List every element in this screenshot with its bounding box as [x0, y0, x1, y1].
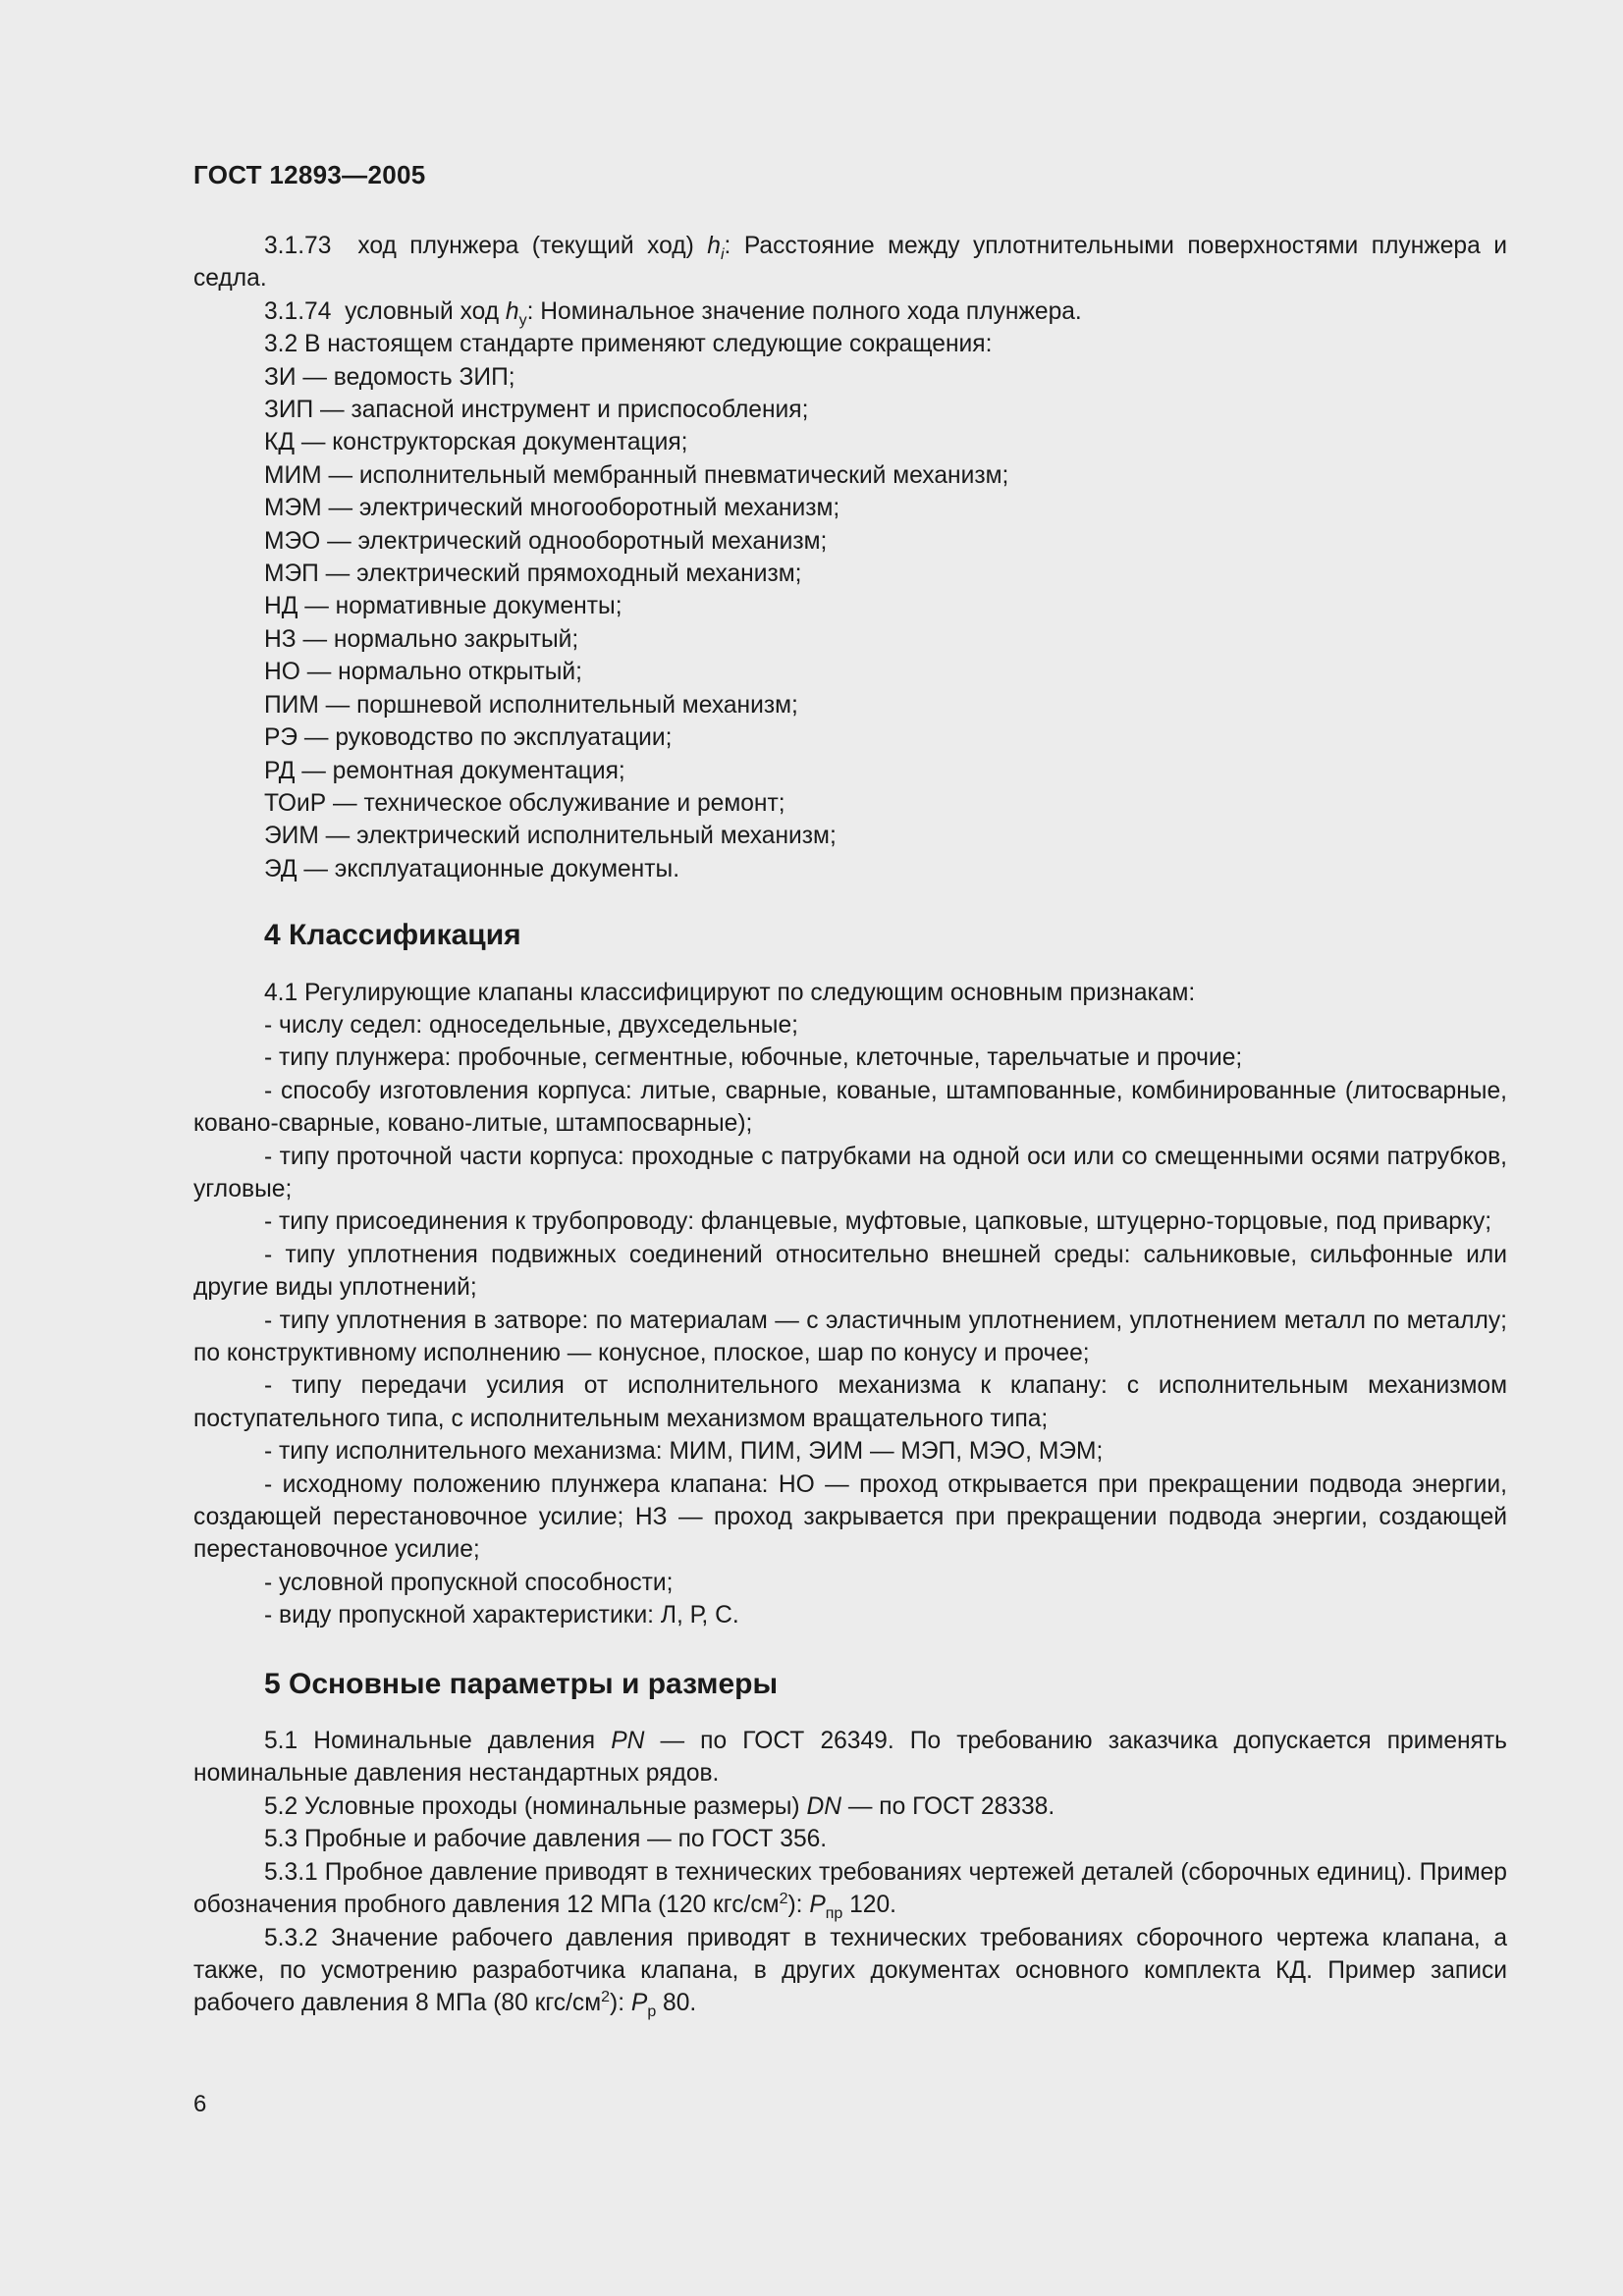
abbreviation-item: ЗИП — запасной инструмент и приспособления;	[264, 397, 809, 424]
section-5-heading: 5 Основные параметры и размеры	[264, 1667, 779, 1700]
section-4-heading: 4 Классификация	[264, 919, 521, 952]
paragraph-3-1-73: 3.1.73 ход плунжера (текущий ход) $h_i$: Расстояние между уплотнительными поверхностями плунжера и седла.	[193, 233, 1507, 293]
list-item: - типу уплотнения подвижных соединений относительно внешней среды: сальниковые, сильфонные или другие виды уплотнений;	[193, 1239, 1507, 1305]
paragraph-5-3-2: 5.3.2 Значение рабочего давления приводят в технических требованиях сборочного чертежа клапана, а также, по усмотрению разработчика клапана, в других документах основного комплекта КД. Пример записи рабочего давления 8 МПа (80 кгс/$см^2$): $P_р$ 80.	[193, 1924, 1507, 2021]
paragraph-4-1: 4.1 Регулирующие клапаны классифицируют по следующим основным признакам:	[264, 979, 1196, 1006]
list-item: - условной пропускной способности;	[193, 1567, 1507, 1599]
paragraph-3-1-74: 3.1.74 условный ход $h_у$: Номинальное значение полного хода плунжера.	[264, 297, 1082, 329]
list-item: - типу присоединения к трубопроводу: фланцевые, муфтовые, цапковые, штуцерно-торцовые, под приварку;	[193, 1205, 1507, 1238]
paragraph-5-2: 5.2 Условные проходы (номинальные размеры) DN — по ГОСТ 28338.	[264, 1792, 1055, 1820]
document-header: ГОСТ 12893—2005	[193, 160, 426, 189]
abbreviation-list	[193, 361, 1507, 886]
abbreviation-item: РЭ — руководство по эксплуатации;	[264, 724, 673, 752]
abbreviation-item: ЗИ — ведомость ЗИП;	[264, 363, 515, 391]
paragraph-5-3: 5.3 Пробные и рабочие давления — по ГОСТ 356.	[264, 1826, 828, 1853]
abbreviation-item: ПИМ — поршневой исполнительный механизм;	[264, 691, 798, 719]
list-item: - типу исполнительного механизма: МИМ, ПИМ, ЭИМ — МЭП, МЭО, МЭМ;	[193, 1435, 1507, 1468]
classification-list	[193, 1009, 1507, 1632]
paragraph-5-1: 5.1 Номинальные давления PN — по ГОСТ 26349. По требованию заказчика допускается применять номинальные давления нестандартных рядов.	[193, 1728, 1507, 1788]
abbreviation-item: МЭП — электрический прямоходный механизм;	[264, 561, 802, 588]
list-item: - числу седел: односедельные, двухседельные;	[193, 1009, 1507, 1041]
list-item: - типу передачи усилия от исполнительного механизма к клапану: с исполнительным механизмом поступательного типа, с исполнительным механизмом вращательного типа;	[193, 1369, 1507, 1435]
abbreviation-item: НД — нормативные документы;	[264, 593, 622, 620]
abbreviation-item: ТОиР — техническое обслуживание и ремонт;	[264, 789, 785, 817]
abbreviation-item: МЭМ — электрический многооборотный механизм;	[264, 495, 840, 522]
document-body	[193, 230, 1507, 2020]
paragraph-5-3-1: 5.3.1 Пробное давление приводят в технических требованиях чертежей деталей (сборочных единиц). Пример обозначения пробного давления 12 МПа (120 кгс/$см^2$): $P_{пр}$ 120.	[193, 1858, 1507, 1922]
list-item: - способу изготовления корпуса: литые, сварные, кованые, штампованные, комбинированные (литосварные, ковано-сварные, ковано-литые, штампосварные);	[193, 1075, 1507, 1141]
abbreviation-item: МЭО — электрический однооборотный механизм;	[264, 527, 828, 555]
page-number: 6	[193, 2091, 207, 2117]
abbreviation-item: НО — нормально открытый;	[264, 659, 582, 686]
list-item: - типу проточной части корпуса: проходные с патрубками на одной оси или со смещенными осями патрубков, угловые;	[193, 1141, 1507, 1206]
abbreviation-item: НЗ — нормально закрытый;	[264, 625, 579, 653]
paragraph-3-2: 3.2 В настоящем стандарте применяют следующие сокращения:	[264, 331, 993, 358]
abbreviation-item: РД — ремонтная документация;	[264, 757, 625, 784]
list-item: - типу плунжера: пробочные, сегментные, юбочные, клеточные, тарельчатые и прочие;	[193, 1041, 1507, 1074]
abbreviation-item: МИМ — исполнительный мембранный пневматический механизм;	[264, 461, 1009, 489]
abbreviation-item: ЭИМ — электрический исполнительный механизм;	[264, 823, 837, 850]
list-item: - исходному положению плунжера клапана: НО — проход открывается при прекращении подвода энергии, создающей перестановочное усилие; НЗ — проход закрывается при прекращении подвода энергии, создающей перестановочное усилие;	[193, 1468, 1507, 1567]
abbreviation-item: ЭД — эксплуатационные документы.	[264, 855, 680, 882]
list-item: - виду пропускной характеристики: Л, Р, С.	[193, 1599, 1507, 1631]
list-item: - типу уплотнения в затворе: по материалам — с эластичным уплотнением, уплотнением металл по металлу; по конструктивному исполнению — конусное, плоское, шар по конусу и прочее;	[193, 1305, 1507, 1370]
abbreviation-item: КД — конструкторская документация;	[264, 429, 688, 456]
